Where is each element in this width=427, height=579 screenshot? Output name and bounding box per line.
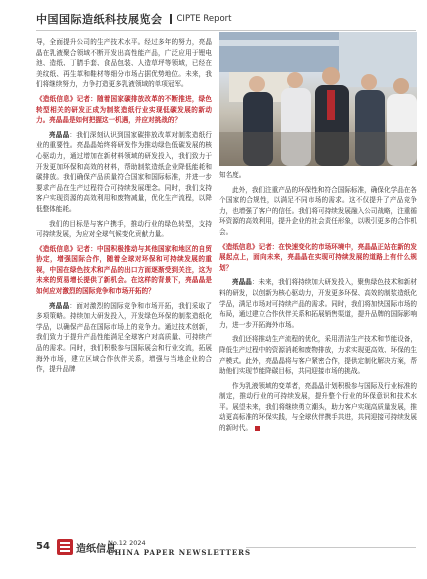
page-footer <box>36 535 416 565</box>
page-number: 54 <box>36 541 50 552</box>
header-subtitle: CIPTE Report <box>176 14 232 24</box>
header-separator <box>170 14 172 24</box>
exhibition-photo <box>219 32 417 166</box>
speaker-label: 亮晶晶 <box>232 278 252 287</box>
header-title: 中国国际造纸科技展览会 <box>36 13 163 26</box>
paragraph: 此外，我们注重产品的环保性和符合国际标准，确保化学品在各个国家的合规性，以满足不同市场的需求。这不仅提升了产品竞争力，也增强了客户的信任。我们将可持续发展融入公司战略，注重循环资源的高效利用，提升企业的社会责任形象，以吸引更多的合作机会。 <box>219 185 417 236</box>
left-column <box>36 37 212 379</box>
magazine-name-cn: 造纸信息 <box>76 544 116 555</box>
right-column <box>219 170 417 438</box>
closing-text: 作为乳液领域的变革者，亮晶晶计划积极参与国际及行业标准的制定，推动行业的可持续发展，提升整个行业的环保意识和技术水平。展望未来，我们将继续勇立潮头，助力客户实现高质量发展，推动更高标准的环保实践，与全球伙伴携手共进，共同迎接可持续发展的新时代。 <box>219 381 417 433</box>
exhibition-photo-graphic <box>219 32 417 166</box>
answer-text: ：我们深刻认识到国家碳排放改革对制浆造纸行业的重要性。亮晶晶始终将研发作为推动绿色低碳发展的核心驱动力，通过增加在新材料领域的研发投入，我们致力于开发更加环保和高效的材料，帮助制浆造纸企业降低能耗和碳排放。我们确保产品质量符合国家和国际标准，并进一步要求产品在生产过程符合可持续发展理念。同时，我们支持客户实现资源的高效利用和废物减量，优化生产流程，以降低整体能耗。 <box>36 130 213 213</box>
interview-question: 《造纸信息》记者：中国积极推动与其他国家和地区的自贸协定，增强国际合作，随着全球对环保和可持续发展的重视，中国在绿色技术和产品的出口方面逐渐受到关注，这为未来的贸易增长提供了新机会。在这样的背景下，亮晶晶是如何应对激烈的国际竞争和市场开拓的？ <box>36 244 212 296</box>
paragraph: 导，全面提升公司的生产技术水平。经过多年的努力，亮晶晶在乳液聚合领域不断开发出高性能产品，广泛应用于锂电池、造纸、丁腈手套、食品包装、人造草坪等领域，已经在美纹纸、再生革和鞋材等细分市场占据优势地位。未来，我们将继续努力，力争打造更多乳液领域的单项冠军。 <box>36 38 212 89</box>
magazine-name-en: CHINA PAPER NEWSLETTERS <box>108 548 252 557</box>
answer-text: ：面对激烈的国际竞争和市场开拓，我们采取了多项策略。持续加大研发投入，开发绿色环保的制浆造纸化学品，以确保产品在国际市场上的竞争力。通过技术创新，我们致力于提升产品性能满足全球客户对高质量、可持续产品的需求。同时，我们积极参与国际展会和行业交流，拓展海外市场，建立区域合作伙伴关系，增强与当地企业的合作，提升品牌 <box>36 301 213 374</box>
paragraph: 知名度。 <box>219 171 246 179</box>
speaker-label: 亮晶晶 <box>49 301 70 310</box>
answer-text: ：未来，我们将持续加大研发投入，聚焦绿色技术和新材料的研发，以创新为核心驱动力，开发更多环保、高效的制浆造纸化学品，满足市场对可持续产品的需求。同时，我们将加快国际市场的布局，通过建立合作伙伴关系和拓展销售渠道，提升品牌的国际影响力，进一步开拓海外市场。 <box>219 278 418 329</box>
paragraph <box>219 381 417 434</box>
magazine-logo-icon <box>56 538 74 556</box>
speaker-label: 亮晶晶 <box>49 130 70 139</box>
page-header <box>36 8 416 31</box>
interview-question: 《造纸信息》记者：随着国家碳排放改革的不断推进，绿色转型相关的研发正成为制浆造纸行业实现低碳发展的新动力。亮晶晶是如何把握这一机遇，并应对挑战的？ <box>36 94 212 125</box>
paragraph: 我们还将推动生产流程的优化，采用清洁生产技术和节能设备，降低生产过程中的资源消耗和废物排放，力求实现更高效、环保的生产模式。此外，亮晶晶将与客户紧密合作，提供定制化解决方案，帮助他们实现节能降碳目标，共同迎接市场的挑战。 <box>219 335 417 376</box>
footer-rule <box>246 547 416 548</box>
paragraph: 我们的目标是与客户携手，推动行业的绿色转型，支持可持续发展，为应对全球气候变化贡献力量。 <box>36 219 212 239</box>
interview-question: 《造纸信息》记者：在快速变化的市场环境中，亮晶晶正站在新的发展起点上，面向未来，亮晶晶在实现可持续发展的道路上有什么规划？ <box>219 242 417 272</box>
end-mark-icon <box>255 426 260 431</box>
interview-answer <box>36 130 212 215</box>
interview-answer <box>219 277 417 330</box>
interview-answer <box>36 301 212 375</box>
issue-number: No.12 2024 <box>108 539 146 547</box>
